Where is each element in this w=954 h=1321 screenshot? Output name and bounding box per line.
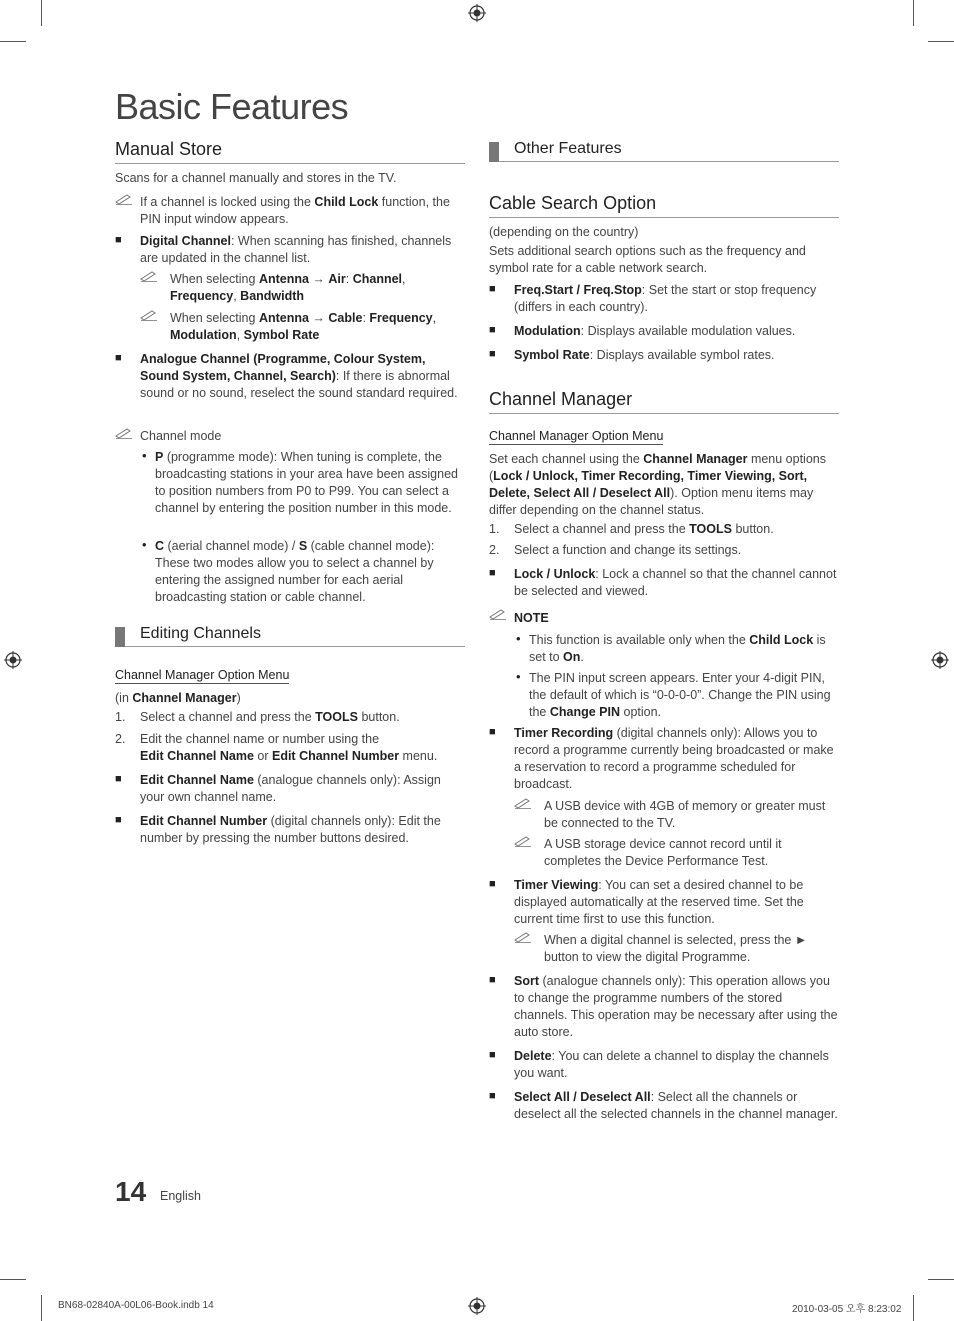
- antenna-air-note: When selecting Antenna → Air: Channel, Frequency, Bandwidth: [170, 272, 406, 303]
- dot-bullet-icon: •: [142, 537, 147, 552]
- square-bullet-icon: ■: [489, 567, 496, 579]
- channel-manager-heading: Channel Manager: [489, 389, 839, 414]
- usb-test-note: A USB storage device cannot record until it completes the Device Performance Test.: [544, 837, 782, 868]
- editing-step-2: Edit the channel name or number using the Edit Channel Name or Edit Channel Number menu.: [140, 732, 438, 763]
- square-bullet-icon: ■: [115, 234, 122, 246]
- manager-intro: Set each channel using the Channel Manager menu options (Lock / Unlock, Timer Recording, Timer Viewing, Sort, Delete, Select All / Deselect All). Option menu items may differ depending on the channel status.: [489, 452, 826, 517]
- dot-bullet-icon: •: [516, 631, 521, 646]
- delete-item: Delete: You can delete a channel to display the channels you want.: [514, 1049, 829, 1080]
- crop-mark: [0, 41, 26, 42]
- square-bullet-icon: ■: [489, 1049, 496, 1061]
- note-pencil-icon: [514, 931, 532, 943]
- country-note: (depending on the country): [489, 225, 639, 239]
- note-pencil-icon: [514, 835, 532, 847]
- square-bullet-icon: ■: [115, 352, 122, 364]
- square-bullet-icon: ■: [489, 726, 496, 738]
- square-bullet-icon: ■: [489, 324, 496, 336]
- crop-mark: [913, 1295, 914, 1321]
- crop-mark: [0, 1279, 26, 1280]
- page-language: English: [160, 1189, 201, 1203]
- square-bullet-icon: ■: [115, 773, 122, 785]
- antenna-cable-note: When selecting Antenna → Cable: Frequency, Modulation, Symbol Rate: [170, 311, 437, 342]
- crop-mark: [913, 0, 914, 26]
- registration-mark-icon: [468, 4, 486, 22]
- page-title: Basic Features: [115, 86, 349, 127]
- modulation-item: Modulation: Displays available modulation values.: [514, 324, 796, 338]
- child-lock-note: If a channel is locked using the Child Lock function, the PIN input window appears.: [140, 195, 450, 226]
- edit-channel-number-item: Edit Channel Number (digital channels only): Edit the number by pressing the number buttons desired.: [140, 814, 441, 845]
- dot-bullet-icon: •: [516, 669, 521, 684]
- manager-menu-title: Channel Manager Option Menu: [489, 429, 664, 443]
- timer-recording-item: Timer Recording (digital channels only): Allows you to record a programme currently being broadcasted or make a reservation to record a programme scheduled for broadcast.: [514, 726, 834, 791]
- step-number: 1.: [115, 710, 126, 724]
- manual-store-intro: Scans for a channel manually and stores in the TV.: [115, 171, 397, 185]
- square-bullet-icon: ■: [489, 283, 496, 295]
- p-mode-item: P (programme mode): When tuning is complete, the broadcasting stations in your area have been assigned to position numbers from P0 to P99. You can select a channel by entering the position number in this mode.: [155, 450, 458, 515]
- page-number: 14: [115, 1176, 147, 1207]
- step-number: 1.: [489, 522, 500, 536]
- heading-bar: [489, 142, 499, 162]
- editing-step-1: Select a channel and press the TOOLS button.: [140, 710, 400, 724]
- square-bullet-icon: ■: [489, 974, 496, 986]
- sort-item: Sort (analogue channels only): This operation allows you to change the programme numbers of the stored channels. This operation may be necessary after using the auto store.: [514, 974, 838, 1039]
- square-bullet-icon: ■: [115, 814, 122, 826]
- digital-channel-item: Digital Channel: When scanning has finished, channels are updated in the channel list.: [140, 234, 452, 265]
- freq-item: Freq.Start / Freq.Stop: Set the start or stop frequency (differs in each country).: [514, 283, 817, 314]
- child-lock-on-note: This function is available only when the Child Lock is set to On.: [529, 633, 826, 664]
- footer-date: 2010-03-05 오후 8:23:02: [792, 1304, 902, 1315]
- editing-channels-heading: Editing Channels: [115, 625, 465, 647]
- edit-channel-name-item: Edit Channel Name (analogue channels only): Assign your own channel name.: [140, 773, 441, 804]
- symbol-rate-item: Symbol Rate: Displays available symbol rates.: [514, 348, 775, 362]
- step-number: 2.: [115, 732, 126, 746]
- crop-mark: [41, 1295, 42, 1321]
- square-bullet-icon: ■: [489, 878, 496, 890]
- note-pencil-icon: [140, 270, 158, 282]
- usb-memory-note: A USB device with 4GB of memory or greater must be connected to the TV.: [544, 799, 826, 830]
- cable-search-heading: Cable Search Option: [489, 193, 839, 218]
- note-pencil-icon: [489, 608, 507, 620]
- footer-file: BN68-02840A-00L06-Book.indb 14: [58, 1300, 214, 1311]
- square-bullet-icon: ■: [489, 1090, 496, 1102]
- select-all-item: Select All / Deselect All: Select all the channels or deselect all the selected channels in the channel manager.: [514, 1090, 838, 1121]
- manual-store-heading: Manual Store: [115, 139, 465, 164]
- step-number: 2.: [489, 543, 500, 557]
- timer-viewing-item: Timer Viewing: You can set a desired channel to be displayed automatically at the reserved time. Set the current time first to use this function.: [514, 878, 804, 926]
- square-bullet-icon: ■: [489, 348, 496, 360]
- note-pencil-icon: [115, 193, 133, 205]
- cable-intro: Sets additional search options such as the frequency and symbol rate for a cable network search.: [489, 244, 806, 275]
- crop-mark: [928, 41, 954, 42]
- in-channel-manager: (in Channel Manager): [115, 691, 241, 705]
- note-pencil-icon: [140, 309, 158, 321]
- note-label: NOTE: [514, 611, 549, 625]
- digital-channel-note: When a digital channel is selected, press the ► button to view the digital Programme.: [544, 933, 808, 964]
- crop-mark: [928, 1279, 954, 1280]
- manager-step-2: Select a function and change its settings.: [514, 543, 742, 557]
- c-s-mode-item: C (aerial channel mode) / S (cable channel mode): These two modes allow you to select a channel by entering the assigned number for each aerial broadcasting station or cable channel.: [155, 539, 435, 604]
- analogue-channel-item: Analogue Channel (Programme, Colour System, Sound System, Channel, Search): If there is abnormal sound or no sound, reselect the sound standard required.: [140, 352, 458, 400]
- registration-mark-icon: [4, 651, 22, 669]
- other-features-heading: Other Features: [489, 140, 839, 162]
- note-pencil-icon: [115, 427, 133, 439]
- manager-step-1: Select a channel and press the TOOLS button.: [514, 522, 774, 536]
- crop-mark: [41, 0, 42, 26]
- registration-mark-icon: [931, 651, 949, 669]
- registration-mark-icon: [468, 1297, 486, 1315]
- dot-bullet-icon: •: [142, 448, 147, 463]
- editing-menu-title: Channel Manager Option Menu: [115, 668, 290, 682]
- lock-unlock-item: Lock / Unlock: Lock a channel so that the channel cannot be selected and viewed.: [514, 567, 837, 598]
- pin-note: The PIN input screen appears. Enter your 4-digit PIN, the default of which is “0-0-0-0”. Change the PIN using the Change PIN option.: [529, 671, 831, 719]
- heading-bar: [115, 627, 125, 647]
- channel-mode-note: Channel mode: [140, 429, 222, 443]
- note-pencil-icon: [514, 797, 532, 809]
